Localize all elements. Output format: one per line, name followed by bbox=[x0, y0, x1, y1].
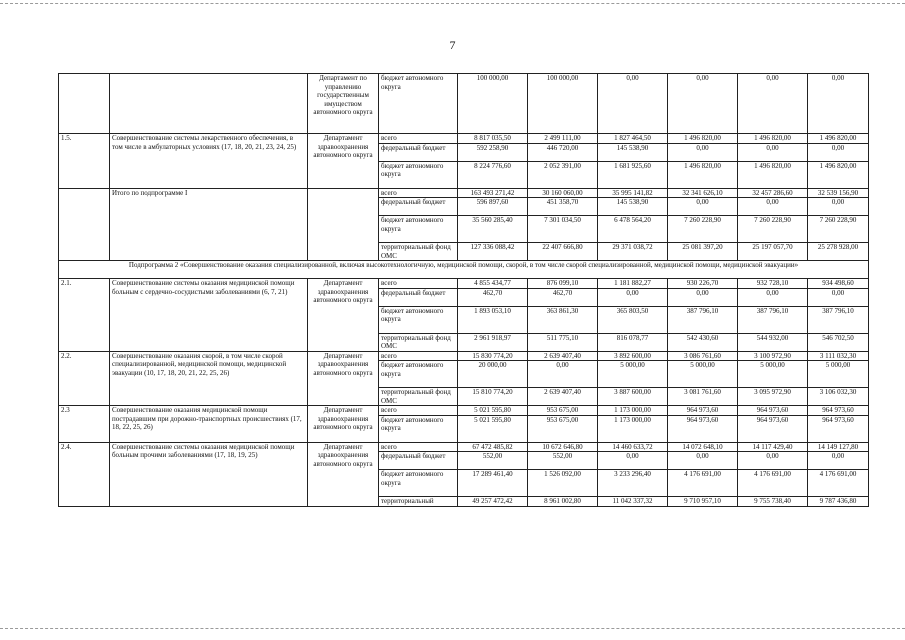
table-row bbox=[59, 442, 869, 452]
cell-total: 1 893 053,10 bbox=[458, 306, 528, 333]
cell-year-4: 0,00 bbox=[738, 198, 808, 216]
cell-source: всего bbox=[379, 406, 458, 416]
cell-year-1: 30 160 060,00 bbox=[528, 188, 598, 198]
cell-total: 8 224 776,60 bbox=[458, 161, 528, 188]
cell-total: 5 021 595,80 bbox=[458, 406, 528, 416]
cell-year-5: 387 796,10 bbox=[808, 306, 869, 333]
cell-year-4: 1 496 820,00 bbox=[738, 161, 808, 188]
cell-total: 15 810 774,20 bbox=[458, 388, 528, 406]
cell-year-2: 6 478 564,20 bbox=[598, 216, 668, 243]
table-row bbox=[59, 74, 869, 134]
cell-total: 100 000,00 bbox=[458, 74, 528, 134]
cell-year-5: 25 278 928,00 bbox=[808, 243, 869, 261]
cell-year-3: 930 226,70 bbox=[668, 279, 738, 289]
cell-year-3: 964 973,60 bbox=[668, 415, 738, 442]
cell-source: федеральный бюджет bbox=[379, 198, 458, 216]
cell-year-1: 2 639 407,40 bbox=[528, 388, 598, 406]
table-row bbox=[59, 279, 869, 289]
cell-year-3: 0,00 bbox=[668, 143, 738, 161]
cell-total: 8 817 035,50 bbox=[458, 134, 528, 144]
cell-year-2: 14 460 633,72 bbox=[598, 442, 668, 452]
cell-year-2: 145 538,90 bbox=[598, 198, 668, 216]
cell-year-3: 32 341 626,10 bbox=[668, 188, 738, 198]
cell-department: Департамент здравоохранения автономного округа bbox=[308, 279, 379, 352]
table-row bbox=[59, 134, 869, 144]
table-row bbox=[59, 351, 869, 361]
subprogram-header-row bbox=[59, 261, 869, 279]
table-row bbox=[59, 188, 869, 198]
cell-total: 462,70 bbox=[458, 288, 528, 306]
cell-year-3: 387 796,10 bbox=[668, 306, 738, 333]
cell-year-5: 5 000,00 bbox=[808, 361, 869, 388]
cell-year-2: 145 538,90 bbox=[598, 143, 668, 161]
cell-year-4: 0,00 bbox=[738, 288, 808, 306]
cell-department: Департамент здравоохранения автономного округа bbox=[308, 134, 379, 189]
cell-year-2: 1 173 000,00 bbox=[598, 415, 668, 442]
cell-year-3: 14 072 648,10 bbox=[668, 442, 738, 452]
cell-year-3: 3 086 761,60 bbox=[668, 351, 738, 361]
cell-total: 596 897,60 bbox=[458, 198, 528, 216]
cell-year-5: 3 106 032,30 bbox=[808, 388, 869, 406]
cell-year-1: 552,00 bbox=[528, 452, 598, 470]
cell-total: 35 560 285,40 bbox=[458, 216, 528, 243]
cell-year-4: 25 197 057,70 bbox=[738, 243, 808, 261]
cell-year-4: 7 260 228,90 bbox=[738, 216, 808, 243]
cell-total: 5 021 595,80 bbox=[458, 415, 528, 442]
cell-department: Департамент здравоохранения автономного округа bbox=[308, 406, 379, 443]
cell-total: 2 961 918,97 bbox=[458, 333, 528, 351]
cell-total: 49 257 472,42 bbox=[458, 497, 528, 507]
cell-year-5: 9 787 436,80 bbox=[808, 497, 869, 507]
cell-year-4: 0,00 bbox=[738, 143, 808, 161]
top-scan-edge bbox=[0, 3, 905, 4]
subprogram-title: Подпрограмма 2 «Совершенствование оказания специализированной, включая высокотехнологичную, медицинской помощи, скорой, в том числе скорой специализированной, медицинской помощи, медицинской эвакуации» bbox=[59, 261, 869, 279]
cell-year-4: 932 728,10 bbox=[738, 279, 808, 289]
cell-year-2: 5 000,00 bbox=[598, 361, 668, 388]
cell-year-4: 3 095 972,90 bbox=[738, 388, 808, 406]
cell-source: территориальный фонд ОМС bbox=[379, 388, 458, 406]
cell-total: 17 289 461,40 bbox=[458, 470, 528, 497]
cell-year-1: 100 000,00 bbox=[528, 74, 598, 134]
cell-source: федеральный бюджет bbox=[379, 452, 458, 470]
table-row bbox=[59, 406, 869, 416]
cell-year-4: 964 973,60 bbox=[738, 406, 808, 416]
cell-year-1: 511 775,10 bbox=[528, 333, 598, 351]
cell-year-3: 0,00 bbox=[668, 452, 738, 470]
cell-department: Департамент по управлению государственным имуществом автономного округа bbox=[308, 74, 379, 134]
cell-year-2: 0,00 bbox=[598, 74, 668, 134]
cell-year-5: 0,00 bbox=[808, 74, 869, 134]
cell-year-3: 1 496 820,00 bbox=[668, 161, 738, 188]
cell-source: бюджет автономного округа bbox=[379, 161, 458, 188]
cell-year-5: 546 702,50 bbox=[808, 333, 869, 351]
cell-source: бюджет автономного округа bbox=[379, 216, 458, 243]
cell-num bbox=[59, 188, 110, 261]
cell-year-1: 0,00 bbox=[528, 361, 598, 388]
cell-name: Совершенствование системы оказания медицинской помощи больным прочими заболеваниями (17, 18, 19, 25) bbox=[110, 442, 308, 506]
cell-year-4: 0,00 bbox=[738, 74, 808, 134]
cell-source: бюджет автономного округа bbox=[379, 74, 458, 134]
cell-total: 15 830 774,20 bbox=[458, 351, 528, 361]
cell-year-2: 11 042 337,32 bbox=[598, 497, 668, 507]
cell-year-5: 0,00 bbox=[808, 198, 869, 216]
cell-source: территориальный bbox=[379, 497, 458, 507]
cell-year-4: 3 100 972,90 bbox=[738, 351, 808, 361]
cell-name: Совершенствование системы лекарственного обеспечения, в том числе в амбулаторных условиях (17, 18, 20, 21, 23, 24, 25) bbox=[110, 134, 308, 189]
cell-num: 2.2. bbox=[59, 351, 110, 406]
cell-num: 2.3 bbox=[59, 406, 110, 443]
cell-year-2: 1 827 464,50 bbox=[598, 134, 668, 144]
cell-year-3: 964 973,60 bbox=[668, 406, 738, 416]
cell-year-2: 1 181 882,27 bbox=[598, 279, 668, 289]
cell-year-2: 0,00 bbox=[598, 452, 668, 470]
cell-year-1: 2 052 391,00 bbox=[528, 161, 598, 188]
cell-year-1: 451 358,70 bbox=[528, 198, 598, 216]
cell-source: федеральный бюджет bbox=[379, 288, 458, 306]
cell-year-3: 7 260 228,90 bbox=[668, 216, 738, 243]
cell-year-2: 365 803,50 bbox=[598, 306, 668, 333]
cell-year-3: 0,00 bbox=[668, 74, 738, 134]
cell-year-5: 0,00 bbox=[808, 288, 869, 306]
cell-source: бюджет автономного округа bbox=[379, 361, 458, 388]
cell-total: 4 855 434,77 bbox=[458, 279, 528, 289]
cell-year-2: 1 173 000,00 bbox=[598, 406, 668, 416]
cell-source: бюджет автономного округа bbox=[379, 306, 458, 333]
cell-year-5: 0,00 bbox=[808, 143, 869, 161]
cell-year-1: 876 099,10 bbox=[528, 279, 598, 289]
cell-year-2: 3 233 296,40 bbox=[598, 470, 668, 497]
cell-year-1: 462,70 bbox=[528, 288, 598, 306]
cell-source: бюджет автономного округа bbox=[379, 415, 458, 442]
cell-year-3: 0,00 bbox=[668, 198, 738, 216]
cell-num bbox=[59, 74, 110, 134]
cell-year-3: 1 496 820,00 bbox=[668, 134, 738, 144]
cell-source: всего bbox=[379, 351, 458, 361]
cell-year-5: 7 260 228,90 bbox=[808, 216, 869, 243]
cell-total: 552,00 bbox=[458, 452, 528, 470]
cell-year-3: 25 081 397,20 bbox=[668, 243, 738, 261]
cell-year-4: 5 000,00 bbox=[738, 361, 808, 388]
cell-source: территориальный фонд ОМС bbox=[379, 333, 458, 351]
cell-year-1: 2 639 407,40 bbox=[528, 351, 598, 361]
cell-name: Совершенствование оказания медицинской помощи пострадавшим при дорожно-транспортных происшествиях (17, 18, 22, 25, 26) bbox=[110, 406, 308, 443]
cell-year-2: 3 887 600,00 bbox=[598, 388, 668, 406]
cell-total: 127 336 088,42 bbox=[458, 243, 528, 261]
cell-source: территориальный фонд ОМС bbox=[379, 243, 458, 261]
cell-year-5: 934 498,60 bbox=[808, 279, 869, 289]
cell-year-5: 4 176 691,00 bbox=[808, 470, 869, 497]
cell-year-5: 964 973,60 bbox=[808, 415, 869, 442]
cell-year-1: 446 720,00 bbox=[528, 143, 598, 161]
cell-total: 592 258,90 bbox=[458, 143, 528, 161]
cell-source: всего bbox=[379, 188, 458, 198]
cell-year-4: 544 932,00 bbox=[738, 333, 808, 351]
cell-year-5: 1 496 820,00 bbox=[808, 161, 869, 188]
cell-total: 20 000,00 bbox=[458, 361, 528, 388]
cell-year-5: 14 149 127,80 bbox=[808, 442, 869, 452]
cell-name bbox=[110, 74, 308, 134]
cell-total: 163 493 271,42 bbox=[458, 188, 528, 198]
cell-source: бюджет автономного округа bbox=[379, 470, 458, 497]
cell-source: всего bbox=[379, 442, 458, 452]
cell-year-1: 953 675,00 bbox=[528, 406, 598, 416]
cell-source: всего bbox=[379, 134, 458, 144]
cell-year-5: 0,00 bbox=[808, 452, 869, 470]
cell-department: Департамент здравоохранения автономного округа bbox=[308, 442, 379, 506]
cell-year-3: 542 430,60 bbox=[668, 333, 738, 351]
cell-year-1: 22 407 666,80 bbox=[528, 243, 598, 261]
cell-year-5: 3 111 032,30 bbox=[808, 351, 869, 361]
cell-year-3: 5 000,00 bbox=[668, 361, 738, 388]
cell-year-4: 0,00 bbox=[738, 452, 808, 470]
cell-source: всего bbox=[379, 279, 458, 289]
bottom-scan-edge bbox=[0, 628, 905, 629]
cell-num: 2.4. bbox=[59, 442, 110, 506]
cell-year-4: 964 973,60 bbox=[738, 415, 808, 442]
cell-year-4: 9 755 738,40 bbox=[738, 497, 808, 507]
cell-year-2: 0,00 bbox=[598, 288, 668, 306]
cell-year-1: 363 861,30 bbox=[528, 306, 598, 333]
cell-year-2: 35 995 141,82 bbox=[598, 188, 668, 198]
cell-year-5: 964 973,60 bbox=[808, 406, 869, 416]
cell-year-3: 0,00 bbox=[668, 288, 738, 306]
cell-year-2: 816 078,77 bbox=[598, 333, 668, 351]
cell-source: федеральный бюджет bbox=[379, 143, 458, 161]
cell-department: Департамент здравоохранения автономного округа bbox=[308, 351, 379, 406]
cell-year-4: 387 796,10 bbox=[738, 306, 808, 333]
cell-year-4: 14 117 429,40 bbox=[738, 442, 808, 452]
cell-year-5: 1 496 820,00 bbox=[808, 134, 869, 144]
cell-name: Совершенствование оказания скорой, в том числе скорой специализированной, медицинской помощи, медицинской эвакуации (10, 17, 18, 20, 21, 22, 25, 26) bbox=[110, 351, 308, 406]
cell-year-4: 4 176 691,00 bbox=[738, 470, 808, 497]
cell-year-2: 1 681 925,60 bbox=[598, 161, 668, 188]
cell-year-1: 7 301 034,50 bbox=[528, 216, 598, 243]
cell-year-1: 10 672 646,80 bbox=[528, 442, 598, 452]
cell-department bbox=[308, 188, 379, 261]
cell-year-1: 1 526 092,00 bbox=[528, 470, 598, 497]
cell-year-1: 8 961 002,80 bbox=[528, 497, 598, 507]
cell-year-5: 32 539 156,90 bbox=[808, 188, 869, 198]
cell-year-2: 3 892 600,00 bbox=[598, 351, 668, 361]
cell-num: 2.1. bbox=[59, 279, 110, 352]
cell-name: Итого по подпрограмме I bbox=[110, 188, 308, 261]
budget-table bbox=[58, 73, 869, 507]
cell-year-1: 2 499 111,00 bbox=[528, 134, 598, 144]
cell-year-2: 29 371 038,72 bbox=[598, 243, 668, 261]
cell-year-1: 953 675,00 bbox=[528, 415, 598, 442]
cell-total: 67 472 485,82 bbox=[458, 442, 528, 452]
cell-year-4: 1 496 820,00 bbox=[738, 134, 808, 144]
cell-year-3: 9 710 957,10 bbox=[668, 497, 738, 507]
cell-year-4: 32 457 286,60 bbox=[738, 188, 808, 198]
page-number: 7 bbox=[449, 38, 456, 52]
cell-year-3: 3 081 761,60 bbox=[668, 388, 738, 406]
cell-year-3: 4 176 691,00 bbox=[668, 470, 738, 497]
cell-name: Совершенствование системы оказания медицинской помощи больным с сердечно-сосудистыми заболеваниями (6, 7, 21) bbox=[110, 279, 308, 352]
cell-num: 1.5. bbox=[59, 134, 110, 189]
